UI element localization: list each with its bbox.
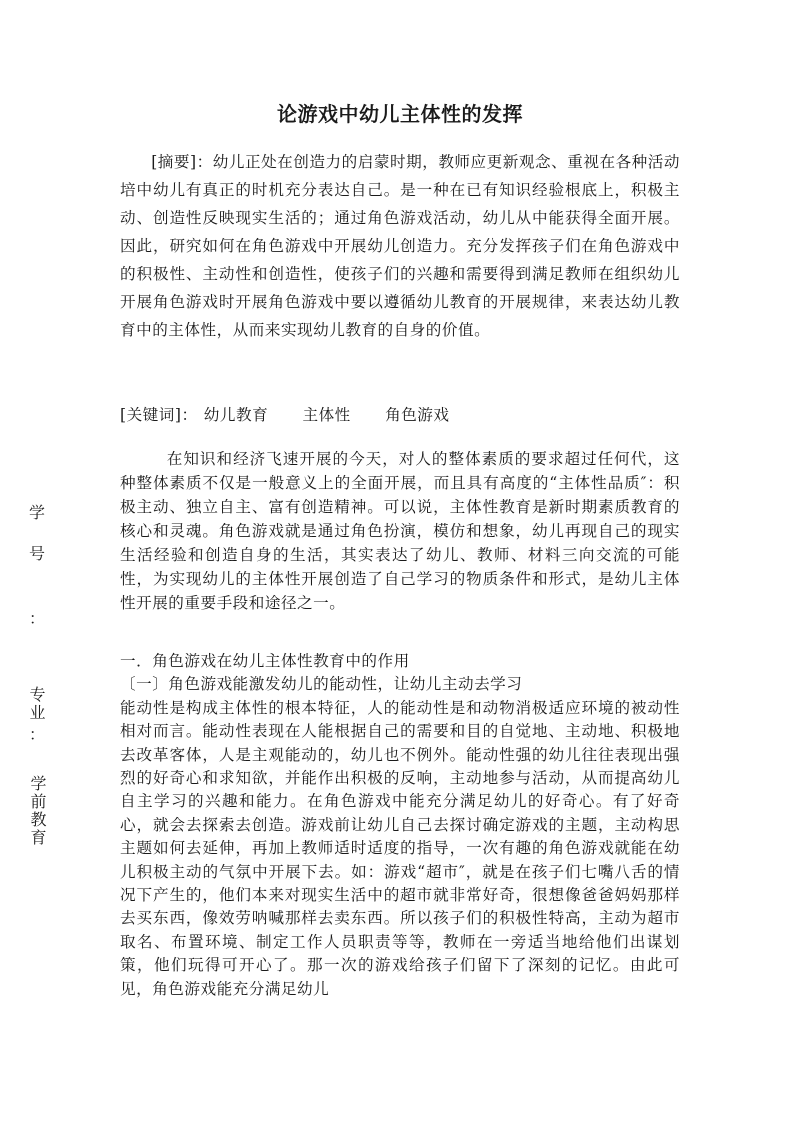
section-subheading: 〔一〕角色游戏能激发幼儿的能动性，让幼儿主动去学习 [120,675,523,694]
keyword-item: 主体性 [302,406,351,424]
section-paragraph: 能动性是构成主体性的根本特征，人的能动性是和动物消极适应环境的被动性相对而言。能动性表现在人能根据自己的需要和目的自觉地、主动地、积极地去改革客体，人是主观能动的，幼儿也不例外。能动性强的幼儿往往表现出强烈的好奇心和求知欲，并能作出积极的反响，主动地参与活动，从而提高幼儿自主学习的兴趣和能力。在角色游戏中能充分满足幼儿的好奇心。有了好奇心，就会去探索去创造。游戏前让幼儿自己去探讨确定游戏的主题，主动构思主题如何去延伸，再加上教师适时适度的指导，一次有趣的角色游戏就能在幼儿积极主动的气氛中开展下去。如：游戏“超市″，就是在孩子们七嘴八舌的情况下产生的，他们本来对现实生活中的超市就非常好奇，很想像爸爸妈妈那样去买东西，像效劳呐喊那样去卖东西。所以孩子们的积极性特高，主动为超市取名、布置环境、制定工作人员职责等等，教师在一旁适当地给他们出谋划策，他们玩得可开心了。那一次的游戏给孩子们留下了深刻的记忆。由此可见，角色游戏能充分满足幼儿 [120,698,680,998]
intro-paragraph: 在知识和经济飞速开展的今天，对人的整体素质的要求超过任何代，这种整体素质不仅是一般意义上的全面开展，而且具有高度的“主体性品质″：积极主动、独立自主、富有创造精神。可以说，主体性教育是新时期素质教育的核心和灵魂。角色游戏就是通过角色扮演，模仿和想象，幼儿再现自己的现实生活经验和创造自身的生活，其实表达了幼儿、教师、材料三向交流的可能性，为实现幼儿的主体性开展创造了自己学习的物质条件和形式，是幼儿主体性开展的重要手段和途径之一。 [120,450,680,612]
section-1 [120,650,680,1001]
margin-label-zhuanye: 专业 [27,686,46,722]
keyword-item: 幼儿教育 [203,406,269,424]
section-heading: 一．角色游戏在幼儿主体性教育中的作用 [120,652,410,670]
document-title: 论游戏中幼儿主体性的发挥 [277,102,523,126]
margin-colon-1: ： [28,609,45,628]
margin-label-xueqian: 学前教育 [28,775,47,847]
margin-label-xuehao-1: 学 [28,503,45,522]
keywords-line [120,404,680,427]
abstract-paragraph: [摘要]：幼儿正处在创造力的启蒙时期，教师应更新观念、重视在各种活动培中幼儿有真正的时机充分表达自己。是一种在已有知识经验根底上，积极主动、创造性反映现实生活的；通过角色游戏活动，幼儿从中能获得全面开展。因此，研究如何在角色游戏中开展幼儿创造力。充分发挥孩子们在角色游戏中的积极性、主动性和创造性，使孩子们的兴趣和需要得到满足教师在组织幼儿开展角色游戏时开展角色游戏中要以遵循幼儿教育的开展规律，来表达幼儿教育中的主体性，从而来实现幼儿教育的自身的价值。 [120,153,680,339]
keywords-label: [关键词]： [120,406,198,424]
margin-label-xuehao-2: 号 [28,544,45,563]
margin-colon-2: ： [28,725,45,744]
keyword-item: 角色游戏 [385,406,450,424]
